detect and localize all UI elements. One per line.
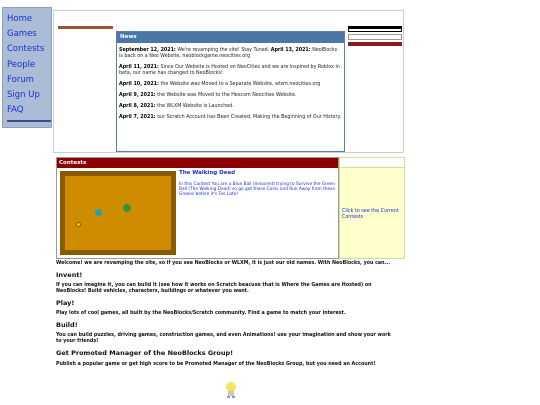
header-dot: . [116, 22, 118, 28]
coin-icon [76, 222, 81, 227]
news-item: April 10, 2021: the Website was Moved to a Separate Website, wlxm.neocities.org [119, 82, 321, 87]
sidebar-item-faq[interactable]: FAQ [7, 105, 24, 116]
blue-ball-icon [95, 209, 102, 216]
news-header: News [117, 32, 344, 43]
promo-text: Publish a popular game or get high score to be Promoted Manager of the NeoBlocks Group, but you need an Account! [56, 362, 376, 367]
play-text: Play lots of cool games, all built by the NeoBlocks/Scratch community. Find a game to match your interest. [56, 311, 346, 316]
news-item: April 7, 2021: our Scratch Account has Been Created, Making the Beginning of Our History. [119, 115, 342, 120]
news-item: April 8, 2021: the WLXM Website is Launched. [119, 104, 234, 109]
build-text: You can build puzzles, driving games, construction games, and even Animations! use your imagination and show your work to your friends! [56, 333, 391, 344]
sidebar-nav [2, 7, 52, 128]
contests-panel [56, 157, 339, 259]
sidebar-item-home[interactable]: Home [7, 14, 33, 24]
game-title-link[interactable]: The Walking Dead [179, 170, 236, 176]
game-thumbnail[interactable] [60, 171, 176, 255]
sidebar-item-people[interactable]: People [7, 59, 36, 70]
sidebar-divider [7, 120, 51, 122]
sidebar-item-forum[interactable]: Forum [7, 74, 34, 85]
green-ball-icon [123, 204, 131, 212]
welcome-text: Welcome! we are revamping the site, so if you see NeoBlocks or WLXM, it is just our old names. With NeoBlocks, you can... [56, 261, 391, 266]
right-widget-box [348, 26, 402, 32]
build-heading: Build! [56, 321, 78, 329]
news-item: April 9, 2021: the Website was Moved to the Hexcom Neocities Website. [119, 93, 297, 98]
header-divider [58, 26, 113, 29]
news-list [117, 48, 344, 121]
sidebar-item-contests[interactable]: Contests [7, 44, 45, 55]
news-item: September 12, 2021: We're revamping the site! Stay Tuned. April 13, 2021: NeoBlocks is back on a Neo Website, neoblockgame.neocities.org [119, 48, 338, 59]
right-widget-bar [348, 42, 402, 46]
current-contests-link[interactable]: Click to see the Current Contests [342, 209, 399, 220]
sidebar-item-games[interactable]: Games [7, 29, 37, 40]
contests-sidebar [339, 157, 405, 259]
game-field [65, 176, 171, 250]
mascot-icon [224, 381, 238, 399]
right-widget-box [348, 34, 402, 40]
game-description: In this Contest You are a Blue Ball (Innocent) trying to Survive the Green Ball (The Walking Dead) so go get those Coins and Run Away from these Greens before it's Too Late! [179, 182, 336, 198]
invent-text: If you can imagine it, you can build it (see how it works on Scratch beacuse that is Where the Games are Hosted) on NeoBlocks! Build vehicles, characters, buildings or whatever you want. [56, 283, 372, 294]
sidebar-item-sign-up[interactable]: Sign Up [7, 90, 40, 101]
main-content [56, 261, 396, 368]
play-heading: Play! [56, 299, 75, 307]
promo-heading: Get Promoted Manager of the NeoBlocks Group! [56, 349, 234, 357]
news-item: April 11, 2021: Since Our Website is Hosted on NeoCities and we are inspired by Roblox in beta, our name has changed to NeoBlocks! [119, 65, 340, 76]
contests-header: Contests [57, 158, 338, 168]
invent-heading: Invent! [56, 271, 83, 279]
news-panel [116, 31, 345, 152]
